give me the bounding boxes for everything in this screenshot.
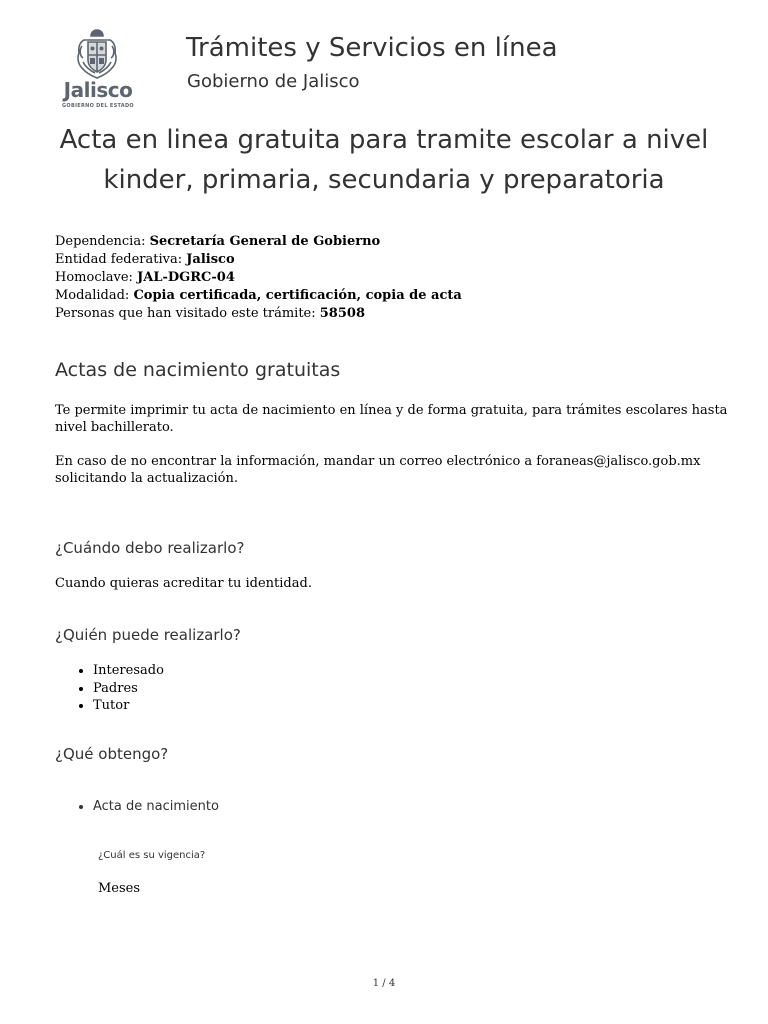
vigencia-value: Meses <box>98 881 141 896</box>
meta-label: Entidad federativa: <box>55 252 183 267</box>
meta-label: Personas que han visitado este trámite: <box>55 306 316 321</box>
meta-label: Modalidad: <box>55 288 130 303</box>
heading-quien: ¿Quién puede realizarlo? <box>55 626 241 644</box>
list-item: • Tutor <box>93 697 164 715</box>
heading-obtengo: ¿Qué obtengo? <box>55 745 169 763</box>
meta-dependencia <box>55 233 462 251</box>
cuando-text: Cuando quieras acreditar tu identidad. <box>55 576 312 591</box>
logo-wordmark: Jalisco <box>63 78 133 102</box>
meta-value: 58508 <box>319 306 365 321</box>
document-title: Acta en linea gratuita para tramite escolar a nivel kinder, primaria, secundaria y preparatoria <box>59 125 709 195</box>
meta-homoclave <box>55 269 462 287</box>
metadata-block <box>55 233 462 323</box>
page-number: 1 / 4 <box>372 978 396 989</box>
meta-entidad <box>55 251 462 269</box>
meta-label: Dependencia: <box>55 234 146 249</box>
obtengo-list <box>55 798 219 815</box>
quien-list <box>55 662 164 715</box>
jalisco-crest-icon <box>74 28 120 80</box>
list-item: • Acta de nacimiento <box>93 798 219 815</box>
list-item: • Padres <box>93 680 164 698</box>
meta-value: Jalisco <box>186 252 235 267</box>
site-subtitle: Gobierno de Jalisco <box>187 71 360 92</box>
vigencia-label: ¿Cuál es su vigencia? <box>98 850 206 861</box>
list-item: • Interesado <box>93 662 164 680</box>
heading-cuando: ¿Cuándo debo realizarlo? <box>55 539 245 557</box>
site-title: Trámites y Servicios en línea <box>186 33 558 63</box>
meta-modalidad <box>55 287 462 305</box>
meta-value: JAL-DGRC-04 <box>137 270 235 285</box>
meta-value: Secretaría General de Gobierno <box>149 234 381 249</box>
section-paragraph-2: En caso de no encontrar la información, mandar un correo electrónico a foraneas@jalisco.gob.mx solicitando la actualización. <box>55 454 701 486</box>
meta-value: Copia certificada, certificación, copia de acta <box>133 288 462 303</box>
section-paragraph-1: Te permite imprimir tu acta de nacimiento en línea y de forma gratuita, para trámites escolares hasta nivel bachillerato. <box>55 403 728 435</box>
meta-visitas <box>55 305 462 323</box>
jalisco-logo <box>52 28 144 112</box>
section-heading-actas: Actas de nacimiento gratuitas <box>55 359 341 381</box>
logo-subtext: GOBIERNO DEL ESTADO <box>62 103 134 109</box>
meta-label: Homoclave: <box>55 270 133 285</box>
